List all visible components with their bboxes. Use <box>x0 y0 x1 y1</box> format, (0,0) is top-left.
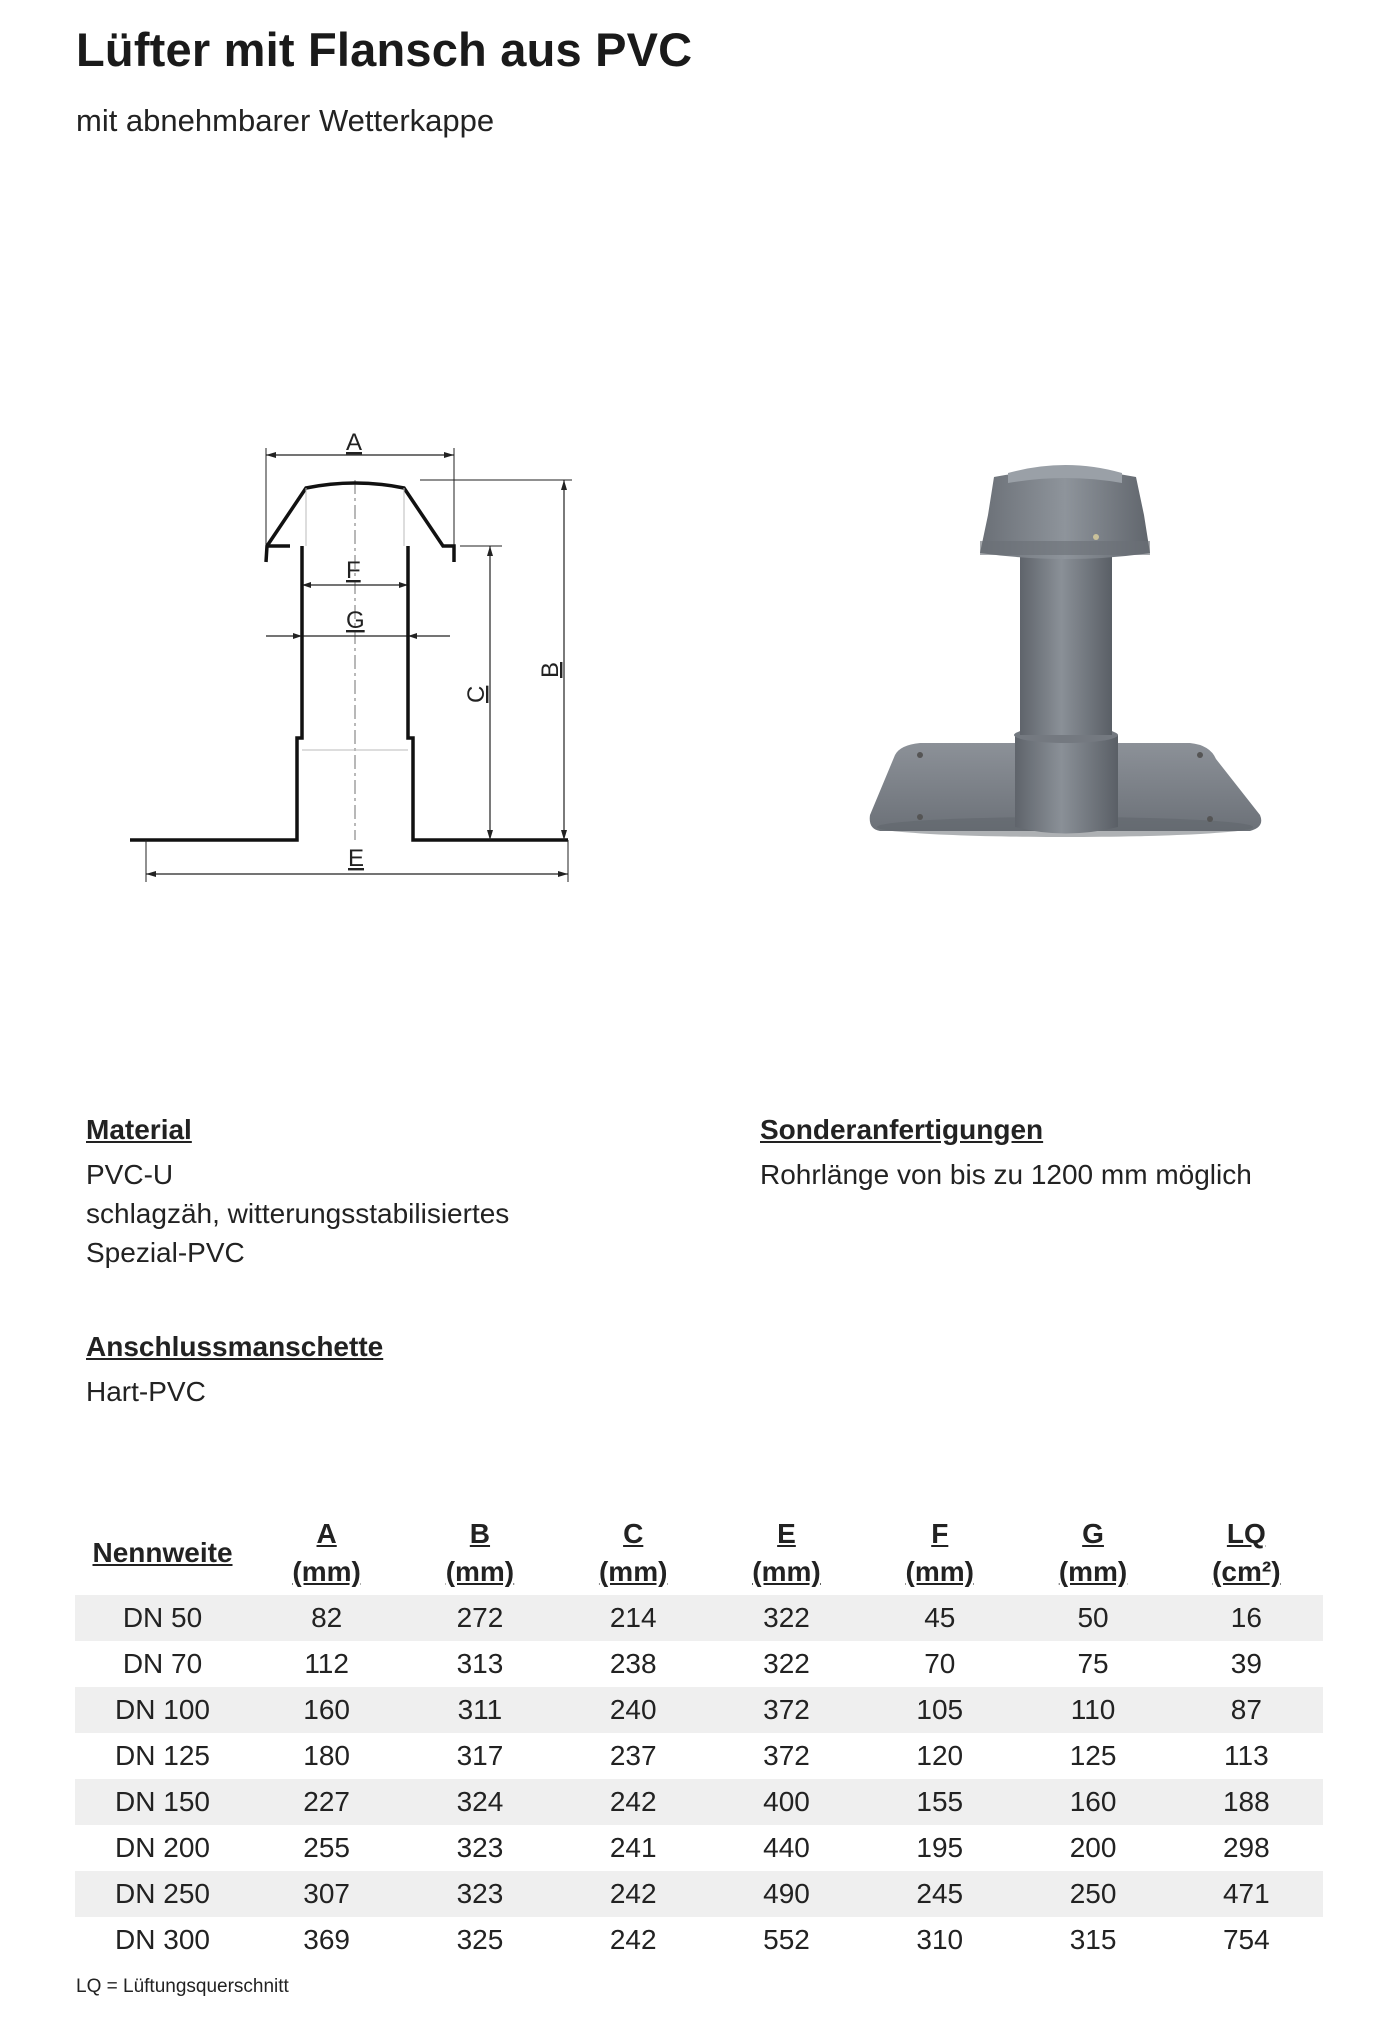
table-cell: 188 <box>1170 1779 1323 1825</box>
column-header-unit: (mm) <box>1058 1556 1128 1587</box>
table-cell: 311 <box>403 1687 556 1733</box>
table-cell: 245 <box>863 1871 1016 1917</box>
column-header-label: C <box>623 1518 644 1549</box>
material-heading: Material <box>86 1114 192 1145</box>
table-cell: DN 125 <box>115 1740 210 1771</box>
table-cell: 70 <box>924 1648 956 1679</box>
column-header-label: Nennweite <box>92 1537 233 1568</box>
column-header-unit: (mm) <box>292 1556 361 1587</box>
footnote: LQ = Lüftungsquerschnitt <box>76 1976 289 1997</box>
column-header-unit: (mm) <box>905 1556 974 1587</box>
column-header-label: E <box>777 1518 796 1549</box>
sonderanfertigungen-heading: Sonderanfertigungen <box>760 1114 1044 1145</box>
column-header <box>250 1515 403 1595</box>
table-row <box>75 1595 1323 1641</box>
material-line: schlagzäh, witterungsstabilisiertes <box>86 1198 510 1229</box>
table-cell: 237 <box>609 1740 657 1771</box>
table-cell: DN 70 <box>122 1648 203 1679</box>
column-header <box>1170 1515 1323 1595</box>
dimension-drawing <box>130 420 600 890</box>
table-cell: 87 <box>1170 1687 1323 1733</box>
table-cell: 313 <box>456 1648 504 1679</box>
column-header-label: F <box>931 1518 949 1549</box>
material-section <box>86 1110 509 1272</box>
column-header <box>710 1515 863 1595</box>
label-b: B <box>537 661 564 678</box>
anschlussmanschette-line: Hart-PVC <box>86 1376 206 1407</box>
table-cell: 113 <box>1224 1740 1269 1771</box>
table-cell: 155 <box>863 1779 1016 1825</box>
table-cell: 440 <box>763 1832 810 1863</box>
column-header-unit: (mm) <box>445 1556 515 1587</box>
table-cell: 307 <box>250 1871 403 1917</box>
column-header-label: LQ <box>1226 1518 1266 1549</box>
label-e: E <box>348 845 365 872</box>
material-line: Spezial-PVC <box>86 1237 245 1268</box>
table-cell: 238 <box>609 1648 657 1679</box>
table-row <box>75 1917 1323 1963</box>
table-cell: 180 <box>303 1740 350 1771</box>
table-cell: 110 <box>1016 1687 1169 1733</box>
table-cell: 372 <box>710 1687 863 1733</box>
table-cell: 120 <box>916 1740 964 1771</box>
table-cell: 369 <box>303 1924 350 1955</box>
anschlussmanschette-heading: Anschlussmanschette <box>86 1331 384 1362</box>
column-header-label: B <box>469 1518 491 1549</box>
table-cell: 325 <box>456 1924 504 1955</box>
table-cell: DN 300 <box>115 1924 210 1955</box>
table-cell: DN 250 <box>75 1871 250 1917</box>
column-header-unit: (cm²) <box>1212 1556 1281 1587</box>
table-cell: 112 <box>304 1648 349 1679</box>
table-cell: 372 <box>763 1740 810 1771</box>
table-header-row <box>75 1515 1323 1595</box>
anschlussmanschette-section <box>86 1327 383 1411</box>
table-cell: 242 <box>557 1779 710 1825</box>
table-cell: 317 <box>456 1740 504 1771</box>
table-cell: DN 50 <box>75 1595 250 1641</box>
column-header-unit: (mm) <box>598 1556 668 1587</box>
table-cell: 323 <box>403 1871 556 1917</box>
label-a: A <box>346 429 363 456</box>
table-cell: 160 <box>1016 1779 1169 1825</box>
table-cell: 200 <box>1069 1832 1117 1863</box>
table-cell: 50 <box>1016 1595 1169 1641</box>
table-cell: 16 <box>1170 1595 1323 1641</box>
table-row <box>75 1779 1323 1825</box>
sonderanfertigungen-line: Rohrlänge von bis zu 1200 mm möglich <box>760 1159 1252 1190</box>
sonderanfertigungen-section <box>760 1110 1252 1194</box>
table-cell: DN 200 <box>115 1832 210 1863</box>
table-row <box>75 1825 1323 1871</box>
column-header <box>863 1515 1016 1595</box>
column-header-label: G <box>1082 1518 1104 1549</box>
column-header <box>1016 1515 1169 1595</box>
table-cell: 160 <box>250 1687 403 1733</box>
table-cell: 322 <box>763 1648 810 1679</box>
table-cell: 242 <box>557 1871 710 1917</box>
table-cell: 552 <box>763 1924 810 1955</box>
table-cell: 754 <box>1222 1924 1270 1955</box>
table-cell: 227 <box>250 1779 403 1825</box>
label-g: G <box>346 607 365 634</box>
table-cell: 214 <box>557 1595 710 1641</box>
table-cell: 323 <box>456 1832 504 1863</box>
material-line: PVC-U <box>86 1159 174 1190</box>
table-row <box>75 1733 1323 1779</box>
column-header <box>557 1515 710 1595</box>
table-cell: 298 <box>1222 1832 1270 1863</box>
column-header <box>75 1515 250 1595</box>
table-cell: 45 <box>863 1595 1016 1641</box>
product-photo <box>860 455 1280 855</box>
table-row <box>75 1641 1323 1687</box>
table-cell: 255 <box>303 1832 350 1863</box>
page-title: Lüfter mit Flansch aus PVC <box>76 23 693 76</box>
table-cell: 241 <box>609 1832 657 1863</box>
table-cell: DN 100 <box>75 1687 250 1733</box>
column-header-label: A <box>316 1518 337 1549</box>
label-c: C <box>463 685 490 703</box>
label-f: F <box>346 557 361 584</box>
table-cell: 240 <box>557 1687 710 1733</box>
page-subtitle: mit abnehmbarer Wetterkappe <box>76 103 495 138</box>
table-cell: 324 <box>403 1779 556 1825</box>
table-cell: 310 <box>916 1924 964 1955</box>
table-cell: 125 <box>1069 1740 1117 1771</box>
table-cell: 105 <box>863 1687 1016 1733</box>
table-cell: 39 <box>1230 1648 1262 1679</box>
table-cell: 471 <box>1170 1871 1323 1917</box>
dimensions-table <box>75 1515 1323 1963</box>
table-cell: 315 <box>1069 1924 1117 1955</box>
table-cell: 75 <box>1077 1648 1109 1679</box>
column-header-unit: (mm) <box>752 1556 821 1587</box>
table-row <box>75 1687 1323 1733</box>
table-cell: 272 <box>403 1595 556 1641</box>
table-cell: 250 <box>1016 1871 1169 1917</box>
table-cell: 490 <box>710 1871 863 1917</box>
table-cell: DN 150 <box>75 1779 250 1825</box>
table-cell: 242 <box>609 1924 657 1955</box>
table-cell: 322 <box>710 1595 863 1641</box>
column-header <box>403 1515 556 1595</box>
table-body <box>75 1595 1323 1963</box>
table-row <box>75 1871 1323 1917</box>
table-cell: 82 <box>250 1595 403 1641</box>
table-cell: 400 <box>710 1779 863 1825</box>
table-cell: 195 <box>916 1832 964 1863</box>
